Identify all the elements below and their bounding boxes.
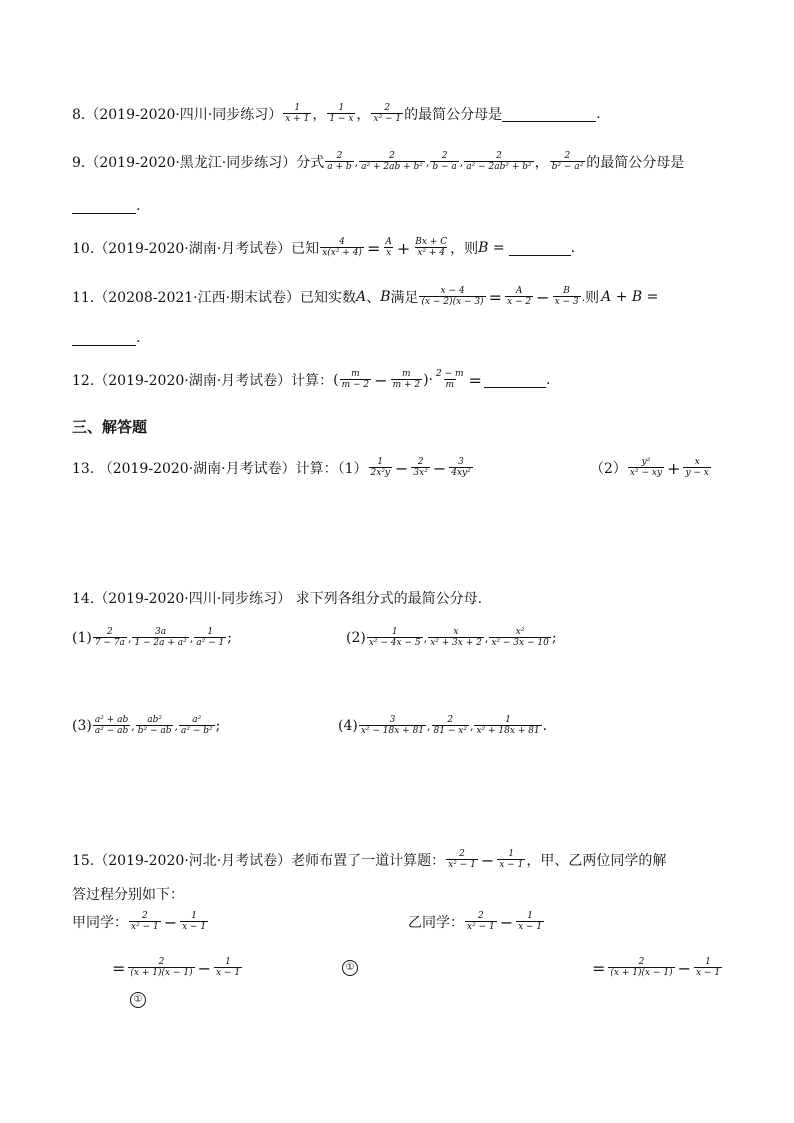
fraction: $\frac{Bx + C}{\text{x² + 4}}$ — [415, 237, 448, 259]
fraction: $\frac{2}{\text{a² − 2ab² + b²}}$ — [466, 151, 532, 173]
fraction: $\frac{1}{\text{a² − 1}}$ — [196, 627, 225, 649]
fraction: $\frac{2}{\text{x² − 1}}$ — [467, 911, 495, 933]
fraction: $\frac{2}{a + b}$ — [327, 151, 352, 173]
question-14-part4: (4) $\frac{3}{\text{x² − 18x + 81}}$ , $\frac{2}{\text{81 − x²}}$ , $\frac{1}{\text{x² + 18x + 81}}$ . — [338, 715, 548, 737]
fraction: $\frac{\text{a² + ab}}{\text{a² − ab}}$ — [94, 715, 129, 737]
fraction: $\frac{1}{\text{x² + 18x + 81}}$ — [476, 715, 540, 737]
fraction: $\frac{m}{m - 2}$ — [341, 369, 370, 391]
fraction: $\frac{1}{x - 1}$ — [696, 957, 721, 979]
fraction: $\frac{2}{\text{x² − 1}}$ — [373, 103, 402, 125]
fraction: $\frac{3a}{\text{1 − 2a + a²}}$ — [134, 627, 187, 649]
answer-blank[interactable] — [484, 373, 546, 388]
question-8: 8.（2019-2020·四川·同步练习） $\frac{1}{x + 1}$ ， $\frac{1}{1 - x}$ ， $\frac{2}{\text{x² − 1}}$ 的最简公分母是 . — [72, 103, 601, 125]
fraction: $\frac{1}{1 - x}$ — [329, 103, 354, 125]
fraction: $\frac{1}{x - 1}$ — [518, 911, 543, 933]
fraction: $\frac{2}{\text{a² + 2ab + b²}}$ — [361, 151, 423, 173]
q12-text: 12.（2019-2020·湖南·月考试卷）计算： — [72, 373, 334, 390]
fraction: $\frac{2}{7 - 7a}$ — [94, 627, 125, 649]
question-15: 15.（2019-2020·河北·月考试卷）老师布置了一道计算题： $\frac{2}{\text{x² − 1}}$ − $\frac{1}{x - 1}$ ，甲、乙两位同学的解 — [72, 849, 667, 871]
fraction: $\frac{1}{x - 1}$ — [182, 911, 207, 933]
fraction: $\frac{A}{x}$ — [385, 237, 392, 259]
q13-text: 13. （2019-2020·湖南·月考试卷）计算：（1） — [72, 461, 368, 478]
question-13-part2: （2） $\frac{\text{y²}}{\text{x² − xy}}$ + $\frac{x}{y - x}$ — [590, 457, 709, 479]
q15-text: 15.（2019-2020·河北·月考试卷）老师布置了一道计算题： — [72, 853, 446, 870]
fraction: $\frac{\text{y²}}{\text{x² − xy}}$ — [629, 457, 663, 479]
fraction: $\frac{\text{a²}}{\text{a² − b²}}$ — [180, 715, 213, 737]
fraction: $\frac{2}{\text{3x²}}$ — [413, 457, 428, 479]
fraction: $\frac{1}{x - 1}$ — [216, 957, 241, 979]
answer-blank[interactable] — [72, 199, 136, 214]
question-14-part1: (1) $\frac{2}{7 - 7a}$ , $\frac{3a}{\text{1 − 2a + a²}}$ , $\frac{1}{\text{a² − 1}}$ ; — [72, 627, 232, 649]
student-jia-line1: 甲同学： $\frac{2}{\text{x² − 1}}$ − $\frac{1}{x - 1}$ — [72, 911, 207, 933]
question-11: 11.（20208-2021·江西·期末试卷）已知实数 A 、 B 满足 $\frac{x - 4}{(x - 2)(x - 3)}$ = $\frac{A}{x - 2}$ − $\frac{B}{x - 3}$ . 则 A + B = — [72, 286, 659, 308]
fraction: $\frac{\text{x²}}{\text{x² − 3x − 10}}$ — [491, 627, 549, 649]
fraction: $\frac{2}{(x + 1)(x - 1)}$ — [130, 957, 193, 979]
fraction: $\frac{x}{\text{x² + 3x + 2}}$ — [430, 627, 482, 649]
fraction: $\frac{1}{\text{2x²y}}$ — [370, 457, 391, 479]
question-14-part3: (3) $\frac{\text{a² + ab}}{\text{a² − ab}}$ , $\frac{\text{ab²}}{\text{b² − ab}}$ , $\frac{\text{a²}}{\text{a² − b²}}$ ; — [72, 715, 221, 737]
fraction: $\frac{x}{y - x}$ — [685, 457, 709, 479]
fraction: $\frac{4}{\text{x(x² + 4)}}$ — [322, 237, 362, 259]
fraction: $\frac{2}{\text{x² − 1}}$ — [131, 911, 159, 933]
answer-blank[interactable] — [509, 241, 571, 256]
fraction: $\frac{A}{x - 2}$ — [507, 286, 532, 308]
question-14 — [72, 588, 482, 608]
q9-text: 9.（2019-2020·黑龙江·同步练习）分式 — [72, 155, 325, 172]
q14-text: 14.（2019-2020·四川·同步练习） 求下列各组分式的最简公分母. — [72, 591, 483, 607]
question-13: 13. （2019-2020·湖南·月考试卷）计算：（1） $\frac{1}{\text{2x²y}}$ − $\frac{2}{\text{3x²}}$ − $\frac{3}{\text{4xy²}}$ — [72, 457, 471, 479]
fraction: $\frac{3}{\text{4xy²}}$ — [451, 457, 471, 479]
answer-blank[interactable] — [502, 107, 596, 122]
q11-text: 11.（20208-2021·江西·期末试卷）已知实数 — [72, 290, 357, 307]
fraction: $\frac{2}{b - a}$ — [432, 151, 457, 173]
fraction: $\frac{2}{\text{81 − x²}}$ — [433, 715, 467, 737]
question-10: 10.（2019-2020·湖南·月考试卷）已知 $\frac{4}{\text{x(x² + 4)}}$ = $\frac{A}{x}$ + $\frac{Bx + C}{\text{x² + 4}}$ ，则 B = . — [72, 237, 576, 259]
section-heading: 三、解答题 — [72, 418, 148, 436]
fraction: $\frac{2}{\text{x² − 1}}$ — [448, 849, 476, 871]
question-15-line2: 答过程分别如下： — [72, 887, 184, 903]
answer-blank[interactable] — [72, 331, 136, 346]
q8-suffix: 的最简公分母是 — [404, 107, 503, 124]
fraction: $\frac{1}{x - 1}$ — [499, 849, 524, 871]
fraction: $\frac{3}{\text{x² − 18x + 81}}$ — [360, 715, 425, 737]
student-yi-line2: = $\frac{2}{(x + 1)(x - 1)}$ − $\frac{1}{x - 1}$ — [592, 957, 721, 979]
step-marker: ① — [342, 960, 358, 976]
q10-text: 10.（2019-2020·湖南·月考试卷）已知 — [72, 241, 320, 258]
fraction: $\frac{m}{m + 2}$ — [392, 369, 421, 391]
question-14-part2: (2) $\frac{1}{\text{x² − 4x − 5}}$ , $\frac{x}{\text{x² + 3x + 2}}$ , $\frac{\text{x²}}{\text{x² − 3x − 10}}$ ; — [346, 627, 557, 649]
step-marker: ① — [130, 992, 146, 1008]
student-yi-line1: 乙同学： $\frac{2}{\text{x² − 1}}$ − $\frac{1}{x - 1}$ — [408, 911, 543, 933]
fraction: $\frac{2}{(x + 1)(x - 1)}$ — [610, 957, 673, 979]
q8-text: 8.（2019-2020·四川·同步练习） — [72, 107, 283, 124]
fraction: $\frac{2}{\text{b² − a²}}$ — [551, 151, 584, 173]
question-9-line2: . — [72, 198, 140, 214]
question-12: 12.（2019-2020·湖南·月考试卷）计算： ( $\frac{m}{m - 2}$ − $\frac{m}{m + 2}$ )· $\frac{2 - m}{m}$ = . — [72, 369, 551, 391]
fraction: $\frac{2 - m}{m}$ — [436, 369, 464, 391]
fraction: $\frac{1}{x + 1}$ — [285, 103, 310, 125]
fraction: $\frac{1}{\text{x² − 4x − 5}}$ — [368, 627, 421, 649]
q9-suffix: 的最简公分母是 — [586, 155, 685, 172]
question-9: 9.（2019-2020·黑龙江·同步练习）分式 $\frac{2}{a + b}$ , $\frac{2}{\text{a² + 2ab + b²}}$ , $\frac{2}{b - a}$ , $\frac{2}{\text{a² − 2ab² + b²}}$ ， $\frac{2}{\text{b² − a²}}$ 的最简公分母是 — [72, 151, 685, 173]
question-11-line2: . — [72, 330, 140, 346]
fraction: $\frac{\text{ab²}}{\text{b² − ab}}$ — [137, 715, 172, 737]
student-jia-line2: = $\frac{2}{(x + 1)(x - 1)}$ − $\frac{1}{x - 1}$ — [112, 957, 241, 979]
fraction: $\frac{B}{x - 3}$ — [554, 286, 579, 308]
fraction: $\frac{x - 4}{(x - 2)(x - 3)}$ — [421, 286, 484, 308]
